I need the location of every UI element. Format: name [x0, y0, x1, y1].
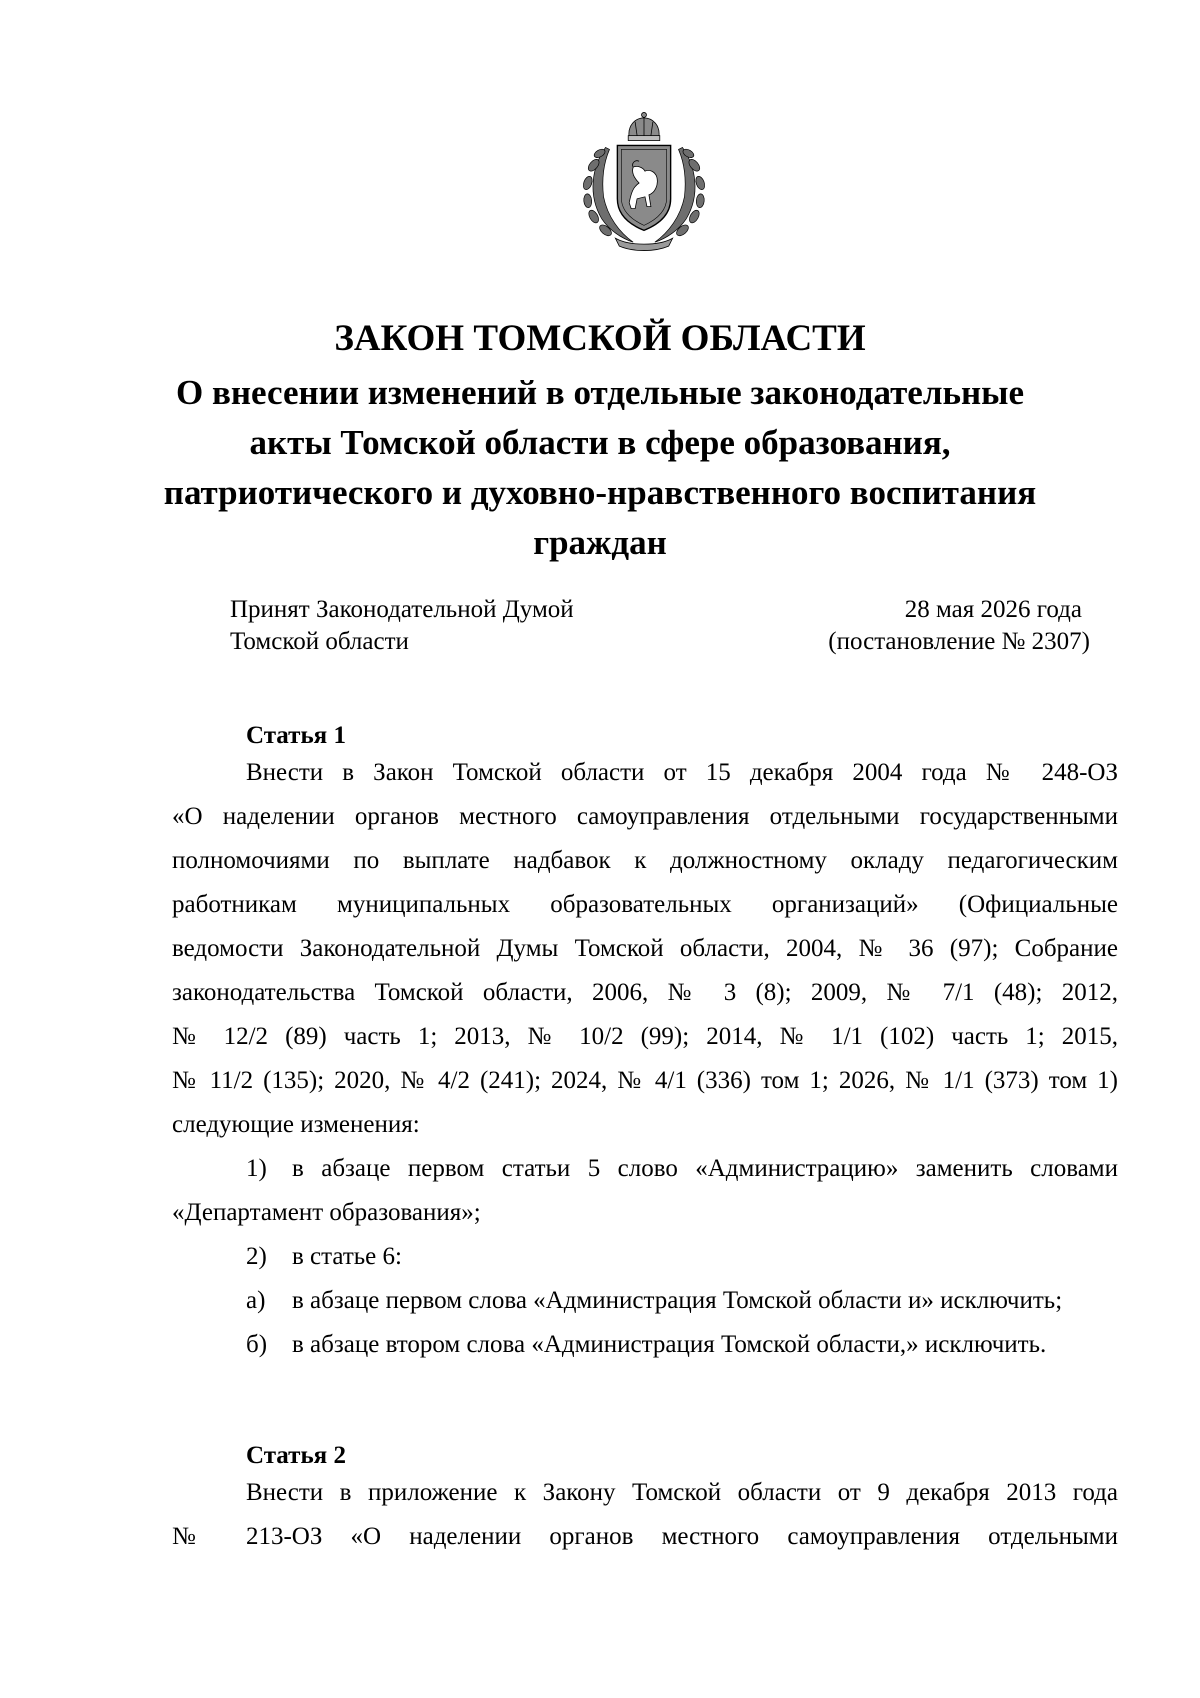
- item-number: 2): [246, 1243, 267, 1270]
- subtitle-line: акты Томской области в сфере образования,: [249, 423, 951, 462]
- item-number: а): [246, 1287, 266, 1314]
- adopted-by-line: Томской области: [230, 628, 409, 655]
- article-2-text-line: № 213-ОЗ «О наделении органов местного самоуправления отдельными: [172, 1523, 1118, 1550]
- article-1-text-line: следующие изменения:: [172, 1111, 420, 1138]
- article-1-item: [246, 1153, 1118, 1185]
- article-1-text-line: работникам муниципальных образовательных организаций» (Официальные: [172, 891, 1118, 918]
- item-number: 1): [246, 1155, 267, 1182]
- article-1-text-line: Внести в Закон Томской области от 15 декабря 2004 года № 248-ОЗ: [246, 759, 1118, 786]
- adopted-by: [230, 594, 574, 658]
- coat-of-arms-icon: [570, 108, 718, 256]
- resolution-number: (постановление № 2307): [828, 628, 1090, 655]
- article-1-item: [246, 1285, 1118, 1317]
- item-text: в статье 6:: [292, 1243, 402, 1270]
- subtitle-line: патриотического и духовно-нравственного воспитания: [163, 473, 1037, 512]
- adoption-date: [828, 594, 1090, 658]
- subtitle-line: граждан: [533, 523, 667, 562]
- article-1-text-line: № 11/2 (135); 2020, № 4/2 (241); 2024, № 4/1 (336) том 1; 2026, № 1/1 (373) том 1): [172, 1067, 1118, 1094]
- item-text: в абзаце втором слова «Администрация Томской области,» исключить.: [292, 1331, 1047, 1358]
- article-1-text-line: законодательства Томской области, 2006, № 3 (8); 2009, № 7/1 (48); 2012,: [172, 979, 1118, 1006]
- article-1-text-line: ведомости Законодательной Думы Томской области, 2004, № 36 (97); Собрание: [172, 935, 1118, 962]
- item-number: б): [246, 1331, 268, 1358]
- article-1-text-line: «О наделении органов местного самоуправления отдельными государственными: [172, 803, 1118, 830]
- article-2-text-line: Внести в приложение к Закону Томской области от 9 декабря 2013 года: [246, 1479, 1118, 1506]
- law-subtitle: [120, 368, 1080, 568]
- article-1-item-continuation: «Департамент образования»;: [172, 1199, 481, 1226]
- article-1-item: [246, 1329, 1118, 1361]
- subtitle-line: О внесении изменений в отдельные законодательные: [175, 373, 1024, 412]
- item-text: в абзаце первом слова «Администрация Томской области и» исключить;: [292, 1287, 1063, 1314]
- law-title: ЗАКОН ТОМСКОЙ ОБЛАСТИ: [334, 318, 866, 359]
- article-1-text-line: № 12/2 (89) часть 1; 2013, № 10/2 (99); 2014, № 1/1 (102) часть 1; 2015,: [172, 1023, 1118, 1050]
- item-text: в абзаце первом статьи 5 слово «Администрацию» заменить словами: [292, 1155, 1118, 1182]
- article-1-text-line: полномочиями по выплате надбавок к должностному окладу педагогическим: [172, 847, 1118, 874]
- article-1-item: [246, 1241, 1118, 1273]
- adopted-by-line: Принят Законодательной Думой: [230, 596, 574, 623]
- article-2-heading: Статья 2: [246, 1442, 346, 1469]
- adoption-date-line: 28 мая 2026 года: [904, 596, 1082, 623]
- article-1-heading: Статья 1: [246, 722, 346, 749]
